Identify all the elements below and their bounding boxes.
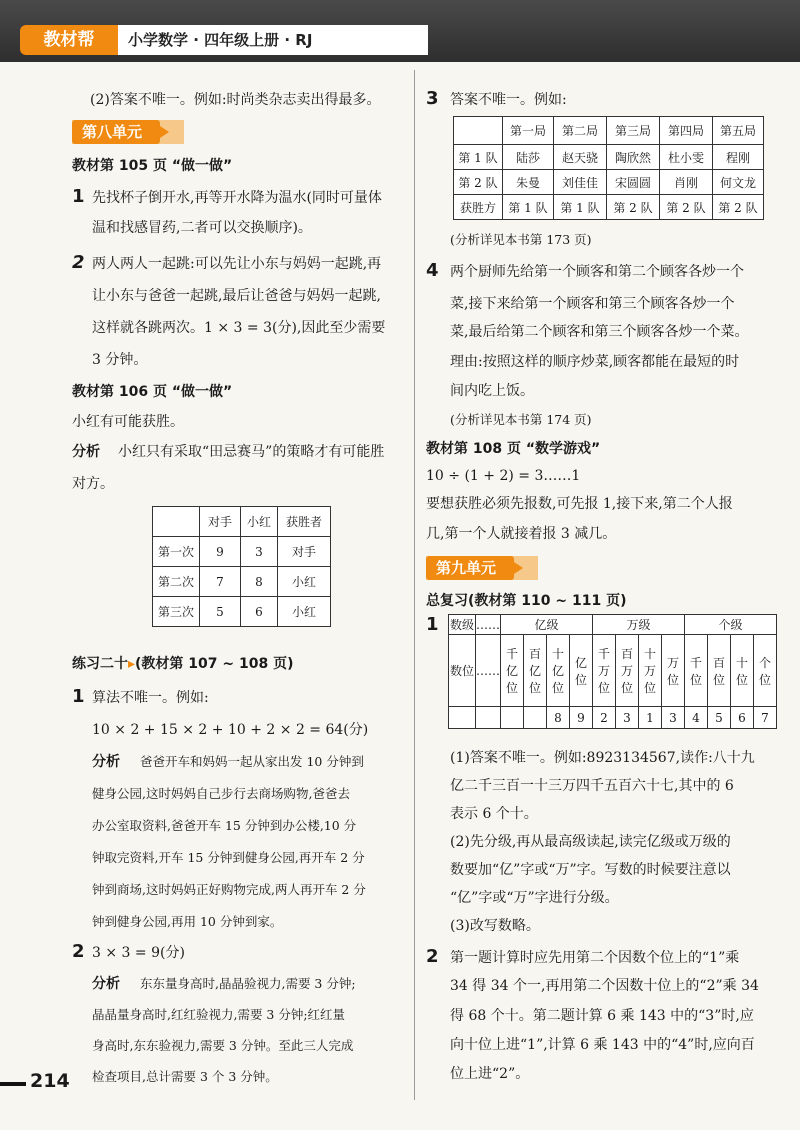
answer-text: 这样就各跳两次。1 × 3 = 3(分),因此至少需要 [92, 320, 386, 336]
page-number-bar [0, 1082, 26, 1086]
answer-text: 间内吃上饭。 [450, 383, 534, 399]
table-cell: 3 [616, 707, 639, 729]
analysis-label: 分析 [72, 444, 100, 460]
equation-text: 3 × 3 = 9(分) [92, 945, 185, 961]
table-cell: 杜小雯 [660, 145, 713, 170]
table-cell: 6 [241, 597, 278, 627]
equation-text: 10 ÷ (1 + 2) = 3……1 [426, 468, 581, 484]
table-cell: 第二次 [153, 567, 200, 597]
table-cell: 肖刚 [660, 170, 713, 195]
table-cell: 宋圆圆 [607, 170, 660, 195]
table-cell: 对手 [278, 537, 331, 567]
table-cell: 9 [570, 707, 593, 729]
table-cell: 十万位 [639, 635, 662, 707]
table-cell: 千亿位 [501, 635, 524, 707]
table-cell: 获胜方 [454, 195, 503, 220]
table-cell: 第 1 队 [554, 195, 607, 220]
answer-text: 算法不唯一。例如: [92, 690, 209, 706]
table-cell: 个位 [754, 635, 777, 707]
table-header-cell [454, 117, 503, 145]
table-cell: 十亿位 [547, 635, 570, 707]
table-header-cell [153, 507, 200, 537]
table-cell: 4 [685, 707, 708, 729]
answer-text: 小红有可能获胜。 [72, 414, 184, 430]
table-cell: 刘佳佳 [554, 170, 607, 195]
answer-text: 表示 6 个十。 [450, 806, 538, 822]
answer-text: (1)答案不唯一。例如:8923134567,读作:八十九 [450, 750, 755, 766]
analysis-text: 钟取完资料,开车 15 分钟到健身公园,再开车 2 分 [92, 850, 365, 865]
table-cell: 1 [639, 707, 662, 729]
section-heading: 教材第 106 页 “做一做” [72, 384, 233, 400]
table-cell: 第 1 队 [503, 195, 554, 220]
item-number: 2 [72, 252, 85, 273]
analysis-text: 对方。 [72, 476, 114, 492]
table-cell: 第 2 队 [713, 195, 764, 220]
analysis-text: 东东量身高时,晶晶验视力,需要 3 分钟; [140, 976, 356, 991]
analysis-text: 晶晶量身高时,红红验视力,需要 3 分钟;红红量 [92, 1007, 346, 1022]
table-cell: 第 2 队 [607, 195, 660, 220]
table-cell: 第 1 队 [454, 145, 503, 170]
table-cell: 百位 [708, 635, 731, 707]
answer-text: 3 分钟。 [92, 352, 148, 368]
table-cell: 亿级 [501, 615, 593, 635]
place-value-table [448, 614, 777, 729]
table-cell: 5 [200, 597, 241, 627]
item-number: 1 [426, 614, 439, 635]
analysis-text: 钟到健身公园,再用 10 分钟到家。 [92, 914, 283, 929]
section-heading: 教材第 108 页 “数学游戏” [426, 441, 601, 457]
table-cell: 第 2 队 [454, 170, 503, 195]
analysis-label: 分析 [92, 976, 120, 992]
equation-text: 10 × 2 + 15 × 2 + 10 + 2 × 2 = 64(分) [92, 722, 369, 738]
answer-text: 菜,最后给第二个顾客和第三个顾客各炒一个菜。 [450, 324, 749, 340]
table-header-cell: 第三局 [607, 117, 660, 145]
table-cell: 5 [708, 707, 731, 729]
table-cell: 8 [547, 707, 570, 729]
answer-text: 向十位上进“1”,计算 6 乘 143 中的“4”时,应向百 [450, 1037, 755, 1053]
exercise-pages: (教材第 107 ~ 108 页) [135, 656, 294, 672]
table-cell: 7 [200, 567, 241, 597]
answer-text: 第一题计算时应先用第二个因数个位上的“1”乘 [450, 950, 740, 966]
table-cell: 千万位 [593, 635, 616, 707]
item-number: 1 [72, 686, 85, 707]
table-cell [501, 707, 524, 729]
section-heading: 教材第 105 页 “做一做” [72, 158, 233, 174]
item-number: 3 [426, 88, 439, 109]
table-cell: 万位 [662, 635, 685, 707]
table-cell: 小红 [278, 597, 331, 627]
table-cell: 8 [241, 567, 278, 597]
table-cell [449, 707, 476, 729]
section-heading: 总复习(教材第 110 ~ 111 页) [426, 593, 627, 609]
analysis-text: 检查项目,总计需要 3 个 3 分钟。 [92, 1069, 278, 1084]
analysis-text: 健身公园,这时妈妈自己步行去商场购物,爸爸去 [92, 786, 350, 801]
table-cell: 千位 [685, 635, 708, 707]
answer-text: 答案不唯一。例如: [450, 92, 567, 108]
answer-text: “亿”字或“万”字进行分级。 [450, 890, 619, 906]
answer-text: 要想获胜必须先报数,可先报 1,接下来,第二个人报 [426, 496, 733, 512]
table-cell: 亿位 [570, 635, 593, 707]
answer-text: 让小东与爸爸一起跳,最后让爸爸与妈妈一起跳, [92, 288, 381, 304]
reference-note: (分析详见本书第 174 页) [450, 412, 592, 427]
answer-text: 亿二千三百一十三万四千五百六十七,其中的 6 [450, 778, 734, 794]
table-cell: 第三次 [153, 597, 200, 627]
arrow-icon: ▸ [128, 656, 136, 672]
table-cell: 陶欣然 [607, 145, 660, 170]
table-cell: 朱曼 [503, 170, 554, 195]
answer-text: 几,第一个人就接着报 3 减几。 [426, 526, 617, 542]
table-header-cell: 第五局 [713, 117, 764, 145]
table-cell: 小红 [278, 567, 331, 597]
table-header-cell: 第一局 [503, 117, 554, 145]
exercise-heading [72, 653, 294, 673]
table-cell: 7 [754, 707, 777, 729]
table-cell: 万级 [593, 615, 685, 635]
unit-eight-badge: 第八单元 [72, 120, 160, 144]
table-cell: 2 [593, 707, 616, 729]
answer-text: 数要加“亿”字或“万”字。写数的时候要注意以 [450, 862, 731, 878]
table-cell: 赵天骁 [554, 145, 607, 170]
match-table [152, 506, 331, 627]
table-cell: …… [476, 635, 501, 707]
analysis-text: 钟到商场,这时妈妈正好购物完成,两人再开车 2 分 [92, 882, 366, 897]
item-number: 1 [72, 186, 85, 207]
page-number: 214 [30, 1070, 70, 1092]
book-subtitle: 小学数学 · 四年级上册 · RJ [118, 25, 428, 55]
answer-text: 菜,接下来给第一个顾客和第三个顾客各炒一个 [450, 296, 735, 312]
answer-text: 温和找感冒药,二者可以交换顺序)。 [92, 220, 312, 236]
column-divider [414, 70, 415, 1100]
answer-text: 两人两人一起跳:可以先让小东与妈妈一起跳,再 [92, 256, 382, 272]
answer-text: 位上进“2”。 [450, 1066, 530, 1082]
analysis-text: 小红只有采取“田忌赛马”的策略才有可能胜 [118, 444, 385, 460]
answer-text: (2)先分级,再从最高级读起,读完亿级或万级的 [450, 834, 731, 850]
table-cell: 程刚 [713, 145, 764, 170]
table-header-cell: 第四局 [660, 117, 713, 145]
table-cell: 第 2 队 [660, 195, 713, 220]
analysis-label: 分析 [92, 754, 120, 770]
table-header-cell: 第二局 [554, 117, 607, 145]
analysis-text: 爸爸开车和妈妈一起从家出发 10 分钟到 [140, 754, 364, 769]
answer-text: 得 68 个十。第二题计算 6 乘 143 中的“3”时,应 [450, 1008, 754, 1024]
answer-text: 理由:按照这样的顺序炒菜,顾客都能在最短的时 [450, 354, 740, 370]
table-cell: 何文龙 [713, 170, 764, 195]
item-number: 2 [72, 941, 85, 962]
exercise-title: 练习二十 [72, 656, 128, 672]
brand-label: 教材帮 [20, 25, 118, 55]
answer-text: 先找杯子倒开水,再等开水降为温水(同时可量体 [92, 190, 382, 206]
table-header-cell: 小红 [241, 507, 278, 537]
table-cell: 9 [200, 537, 241, 567]
answer-text: 两个厨师先给第一个顾客和第二个顾客各炒一个 [450, 264, 744, 280]
table-cell: 百万位 [616, 635, 639, 707]
table-cell: 第一次 [153, 537, 200, 567]
table-cell: 百亿位 [524, 635, 547, 707]
table-cell [524, 707, 547, 729]
answer-text: 34 得 34 个一,再用第二个因数十位上的“2”乘 34 [450, 978, 759, 994]
table-cell: 数级 [449, 615, 476, 635]
table-cell: 个级 [685, 615, 777, 635]
table-cell: 数位 [449, 635, 476, 707]
table-cell: 陆莎 [503, 145, 554, 170]
table-cell: …… [476, 615, 501, 635]
table-cell: 3 [241, 537, 278, 567]
answer-text: (2)答案不唯一。例如:时尚类杂志卖出得最多。 [90, 92, 381, 108]
reference-note: (分析详见本书第 173 页) [450, 232, 592, 247]
table-header-cell: 对手 [200, 507, 241, 537]
answer-text: (3)改写数略。 [450, 918, 540, 934]
table-cell: 3 [662, 707, 685, 729]
unit-nine-badge: 第九单元 [426, 556, 514, 580]
table-cell: 6 [731, 707, 754, 729]
table-cell [476, 707, 501, 729]
analysis-text: 身高时,东东验视力,需要 3 分钟。至此三人完成 [92, 1038, 354, 1053]
item-number: 4 [426, 260, 439, 281]
analysis-text: 办公室取资料,爸爸开车 15 分钟到办公楼,10 分 [92, 818, 357, 833]
table-cell: 十位 [731, 635, 754, 707]
game-table [453, 116, 764, 220]
table-header-cell: 获胜者 [278, 507, 331, 537]
item-number: 2 [426, 946, 439, 967]
